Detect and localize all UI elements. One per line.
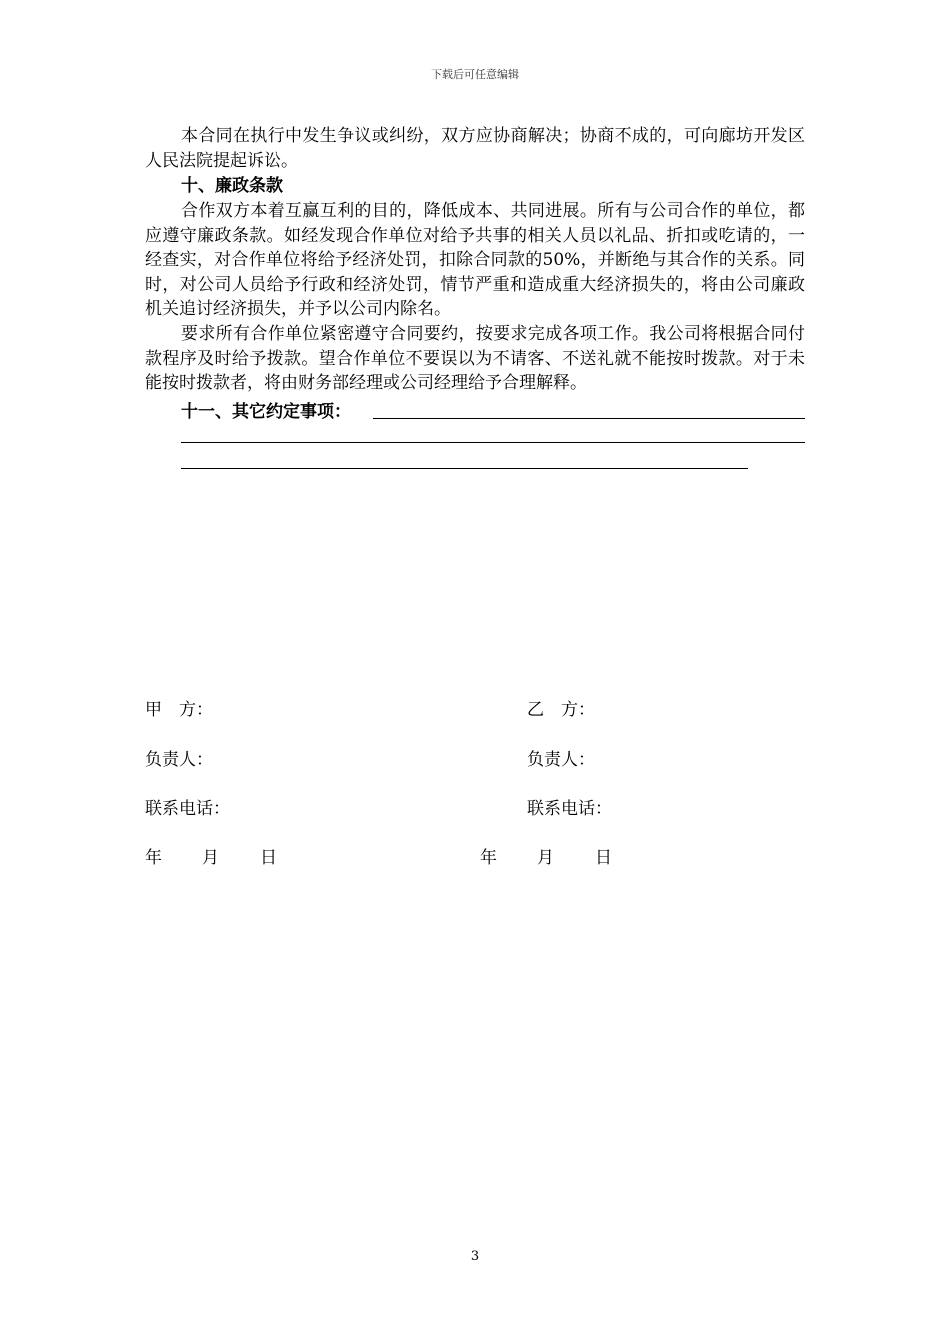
party-a-date-year: 年 xyxy=(145,848,162,868)
party-a-date xyxy=(145,846,277,870)
party-a-phone-label: 联系电话： xyxy=(145,799,230,819)
party-b-date-day: 日 xyxy=(595,848,612,868)
party-a-label: 甲 方： xyxy=(145,700,213,720)
section-10-title: 十、廉政条款 xyxy=(181,176,283,196)
party-b-date-year: 年 xyxy=(480,848,497,868)
party-a-date-month: 月 xyxy=(202,848,219,868)
header-note: 下载后可任意编辑 xyxy=(431,68,519,81)
dispute-paragraph: 本合同在执行中发生争议或纠纷，双方应协商解决；协商不成的，可向廊坊开发区人民法院提起诉讼。 xyxy=(145,126,805,171)
party-a-date-day: 日 xyxy=(260,848,277,868)
party-b-date xyxy=(480,846,612,870)
fill-in-line-3 xyxy=(181,468,748,469)
section-10-paragraph-2: 要求所有合作单位紧密遵守合同要约，按要求完成各项工作。我公司将根据合同付款程序及时给予拨款。望合作单位不要误以为不请客、不送礼就不能按时拨款。对于未能按时拨款者，将由财务部经理或公司经理给予合理解释。 xyxy=(145,324,805,393)
party-b-person-label: 负责人： xyxy=(527,750,595,770)
fill-in-line-1 xyxy=(373,418,805,419)
party-b-date-month: 月 xyxy=(537,848,554,868)
fill-in-line-2 xyxy=(181,442,805,443)
page-number: 3 xyxy=(470,1249,480,1264)
party-b-phone-label: 联系电话： xyxy=(527,799,612,819)
section-10-paragraph-1: 合作双方本着互赢互利的目的，降低成本、共同进展。所有与公司合作的单位，都应遵守廉政条款。如经发现合作单位对给予共事的相关人员以礼品、折扣或吃请的，一经查实，对合作单位将给予经济处罚，扣除合同款的50%，并断绝与其合作的关系。同时，对公司人员给予行政和经济处罚，情节严重和造成重大经济损失的，将由公司廉政机关追讨经济损失，并予以公司内除名。 xyxy=(145,201,805,319)
section-11-title: 十一、其它约定事项： xyxy=(181,402,351,422)
party-a-person-label: 负责人： xyxy=(145,750,213,770)
party-b-label: 乙 方： xyxy=(527,700,595,720)
